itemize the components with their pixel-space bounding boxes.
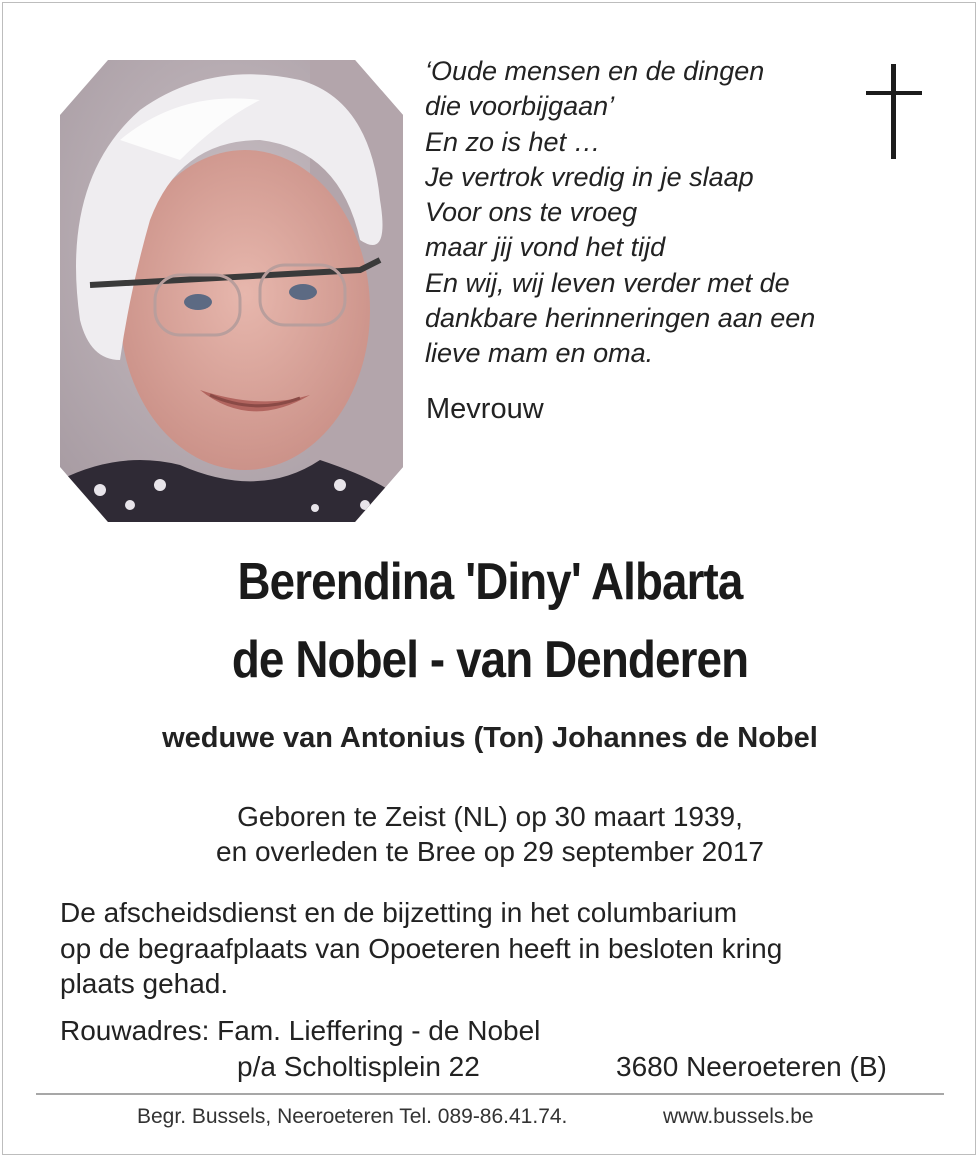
cross-icon: [866, 64, 922, 160]
poem-line: lieve mam en oma.: [425, 338, 654, 369]
mourning-address-label: Rouwadres: Fam. Lieffering - de Nobel: [60, 1015, 541, 1046]
deceased-name-line-1: Berendina 'Diny' Albarta: [237, 553, 743, 611]
birth-line: Geboren te Zeist (NL) op 30 maart 1939,: [237, 801, 743, 832]
ceremony-line: De afscheidsdienst en de bijzetting in het columbarium: [60, 897, 738, 928]
portrait-photo: [60, 60, 403, 522]
poem-line: En zo is het …: [425, 126, 601, 157]
poem-line: maar jij vond het tijd: [425, 232, 666, 263]
mourning-address-street: p/a Scholtisplein 22: [237, 1051, 480, 1082]
widow-of: weduwe van Antonius (Ton) Johannes de Nobel: [162, 722, 818, 754]
divider: [36, 1093, 944, 1095]
poem-line: Voor ons te vroeg: [425, 197, 638, 228]
ceremony-line: op de begraafplaats van Opoeteren heeft in besloten kring: [60, 932, 783, 964]
ceremony-line: plaats gehad.: [60, 968, 229, 999]
poem-line: die voorbijgaan’: [425, 91, 615, 122]
ceremony-text: [60, 895, 782, 1002]
poem-line: ‘Oude mensen en de dingen: [425, 56, 765, 86]
title-prefix: Mevrouw: [426, 393, 544, 425]
death-line: en overleden te Bree op 29 september 2017: [216, 836, 764, 867]
poem-line: En wij, wij leven verder met de: [425, 267, 790, 298]
poem: [425, 54, 815, 372]
mourning-address-city: 3680 Neeroeteren (B): [616, 1051, 887, 1082]
website-link[interactable]: www.bussels.be: [663, 1105, 814, 1128]
poem-line: dankbare herinneringen aan een: [425, 303, 816, 334]
deceased-name-line-2: de Nobel - van Denderen: [231, 631, 749, 689]
poem-line: Je vertrok vredig in je slaap: [425, 161, 754, 192]
undertaker-info: Begr. Bussels, Neeroeteren Tel. 089-86.41.74.: [137, 1105, 568, 1128]
